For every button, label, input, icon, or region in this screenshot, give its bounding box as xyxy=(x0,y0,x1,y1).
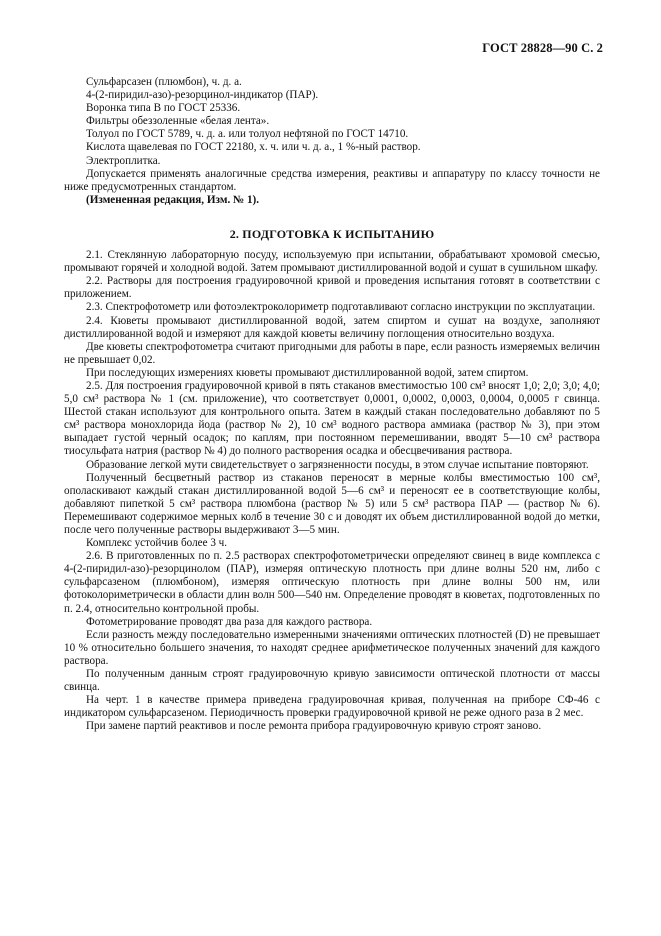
paragraph: Две кюветы спектрофотометра считают пригодными для работы в паре, если разность измеряемых величин не превышает 0,02. xyxy=(64,340,600,366)
list-item: Электроплитка. xyxy=(86,154,161,167)
paragraph: При замене партий реактивов и после ремонта прибора градуировочную кривую строят заново. xyxy=(86,720,542,733)
paragraph: 2.1. Стеклянную лабораторную посуду, используемую при испытании, обрабатывают хромовой смесью, промывают горячей и холодной водой. Затем промывают дистиллированной водой и сушат в сушильном шкафу. xyxy=(64,249,600,275)
list-item: Допускается применять аналогичные средства измерения, реактивы и аппаратуру по классу точности не ниже предусмотренных стандартом. xyxy=(64,167,600,193)
paragraph: По полученным данным строят градуировочную кривую зависимости оптической плотности от массы свинца. xyxy=(64,668,600,694)
materials-list xyxy=(64,76,600,194)
paragraph: Полученный бесцветный раствор из стаканов переносят в мерные колбы вместимостью 100 см³, ополаскивают каждый стакан дистиллированной водой 5—6 см³ и переносят ее в соответствующие колбы, добавляют пипеткой 5 см³ раствора плюмбона (раствор № 5) или 5 см³ раствора ПАР — (раствор № 6). Перемешивают содержимое мерных колб в течение 30 с и доводят их объем дистиллированной водой до метки, после чего полученные растворы выдерживают 3—5 мин. xyxy=(64,471,600,536)
section-title xyxy=(64,228,600,241)
paragraph: 2.3. Спектрофотометр или фотоэлектроколориметр подготавливают согласно инструкции по эксплуатации. xyxy=(86,301,596,314)
paragraph: Фотометрирование проводят два раза для каждого раствора. xyxy=(86,615,373,628)
paragraph: 2.6. В приготовленных по п. 2.5 растворах спектрофотометрически определяют свинец в виде комплекса с 4-(2-пиридил-азо)-резорцинолом (ПАР), измеряя оптическую плотность при длине волны 520 нм, либо с сульфарсазеном (плюмбоном), измеряя оптическую плотность при длине волны 500 нм, или фотоколориметрически в области длин волн 500—540 нм. Определение проводят в кюветах, подготовленных по п. 2.4, относительно контрольной пробы. xyxy=(64,550,600,615)
page-header: ГОСТ 28828—90 С. 2 xyxy=(482,41,603,55)
paragraph: 2.5. Для построения градуировочной кривой в пять стаканов вместимостью 100 см³ вносят 1,0; 2,0; 3,0; 4,0; 5,0 см³ раствора № 1 (см. приложение), что соответствует 0,0001, 0,0002, 0,0003, 0,0004, 0,0005 г свинца. Шестой стакан используют для контрольного опыта. Затем в каждый стакан последовательно добавляют по 5 см³ раствора монохлорида йода (раствор № 2), 10 см³ водного раствора аммиака (раствор № 3), при этом выпадает густой черный осадок; по каплям, при постоянном перемешивании, вводят 5—10 см³ раствора тиосульфата натрия (раствор № 4) до полного растворения осадка и обесцвечивания раствора. xyxy=(64,379,600,458)
paragraph: 2.4. Кюветы промывают дистиллированной водой, затем спиртом и сушат на воздухе, заполняют дистиллированной водой и измеряют для каждой кюветы величину поглощения относительно воздуха. xyxy=(64,314,600,340)
list-item: 4-(2-пиридил-азо)-резорцинол-индикатор (ПАР). xyxy=(86,89,319,102)
list-item: Сульфарсазен (плюмбон), ч. д. а. xyxy=(86,76,242,88)
list-item: Толуол по ГОСТ 5789, ч. д. а. или толуол нефтяной по ГОСТ 14710. xyxy=(86,128,409,141)
paragraph: 2.2. Растворы для построения градуировочной кривой и проведения испытания готовят в соответствии с приложением. xyxy=(64,275,600,301)
paragraph: Если разность между последовательно измеренными значениями оптических плотностей (D) не превышает 10 % относительно большего значения, то находят среднее арифметическое полученных значений для каждого раствора. xyxy=(64,628,600,667)
paragraph: Комплекс устойчив более 3 ч. xyxy=(86,537,228,550)
paragraph: На черт. 1 в качестве примера приведена градуировочная кривая, полученная на приборе СФ-46 с индикатором сульфарсазеном. Периодичность проверки градуировочной кривой не реже одного раза в 2 мес. xyxy=(64,694,600,720)
edition-note: (Измененная редакция, Изм. № 1). xyxy=(86,193,260,206)
paragraph: При последующих измерениях кюветы промывают дистиллированной водой, затем спиртом. xyxy=(86,366,529,379)
list-item: Воронка типа В по ГОСТ 25336. xyxy=(86,102,241,115)
list-item: Фильтры обеззоленные «белая лента». xyxy=(86,115,270,128)
section-title-text: 2. ПОДГОТОВКА К ИСПЫТАНИЮ xyxy=(229,226,435,241)
list-item: Кислота щавелевая по ГОСТ 22180, х. ч. или ч. д. а., 1 %-ный раствор. xyxy=(86,141,421,154)
paragraph: Образование легкой мути свидетельствует о загрязненности посуды, в этом случае испытание повторяют. xyxy=(86,458,589,471)
document-body xyxy=(64,76,600,734)
